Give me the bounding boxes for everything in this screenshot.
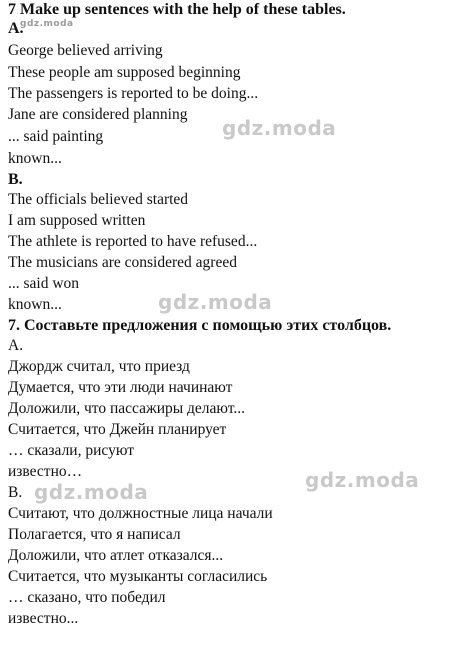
text-line: George believed arriving	[8, 42, 163, 59]
watermark: gdz.moda	[305, 468, 420, 492]
text-line: ... said painting	[8, 128, 104, 145]
text-line: Jane are considered planning	[8, 106, 188, 123]
text-line: I am supposed written	[8, 212, 146, 229]
text-line: Считается, что Джейн планирует	[8, 421, 227, 438]
text-line: Считают, что должностные лица начали	[8, 505, 273, 522]
watermark: gdz.moda	[34, 480, 149, 504]
text-line: known...	[8, 296, 62, 313]
text-line: Считается, что музыканты согласились	[8, 568, 268, 585]
text-line: Полагается, что я написал	[8, 526, 181, 543]
section-a-label-ru: А.	[8, 337, 24, 354]
exercise-heading-ru: 7. Составьте предложения с помощью этих столбцов.	[8, 317, 392, 334]
watermark-small: gdz.moda	[20, 19, 74, 29]
text-line: known...	[8, 150, 62, 167]
watermark: gdz.moda	[158, 290, 273, 314]
text-line: Джордж считал, что приезд	[8, 358, 190, 375]
text-line: Доложили, что пассажиры делают...	[8, 400, 246, 417]
section-b-label-ru: В.	[8, 484, 23, 501]
text-line: Думается, что эти люди начинают	[8, 379, 233, 396]
text-line: These people am supposed beginning	[8, 64, 241, 81]
section-b-label-en: B.	[8, 171, 23, 188]
text-line: … сказано, что победил	[8, 589, 166, 606]
text-line: The passengers is reported to be doing...	[8, 85, 259, 102]
text-line: The athlete is reported to have refused...	[8, 233, 258, 250]
text-line: известно…	[8, 463, 83, 480]
text-line: The officials believed started	[8, 191, 189, 208]
exercise-heading-en: 7 Make up sentences with the help of these tables.	[8, 1, 346, 18]
section-a-label-en: A.	[8, 20, 24, 37]
text-line: Доложили, что атлет отказался...	[8, 547, 224, 564]
text-line: The musicians are considered agreed	[8, 254, 237, 271]
text-line: ... said won	[8, 275, 80, 292]
watermark: gdz.moda	[222, 116, 337, 140]
text-line: … сказали, рисуют	[8, 442, 134, 459]
text-line: известно...	[8, 610, 79, 627]
